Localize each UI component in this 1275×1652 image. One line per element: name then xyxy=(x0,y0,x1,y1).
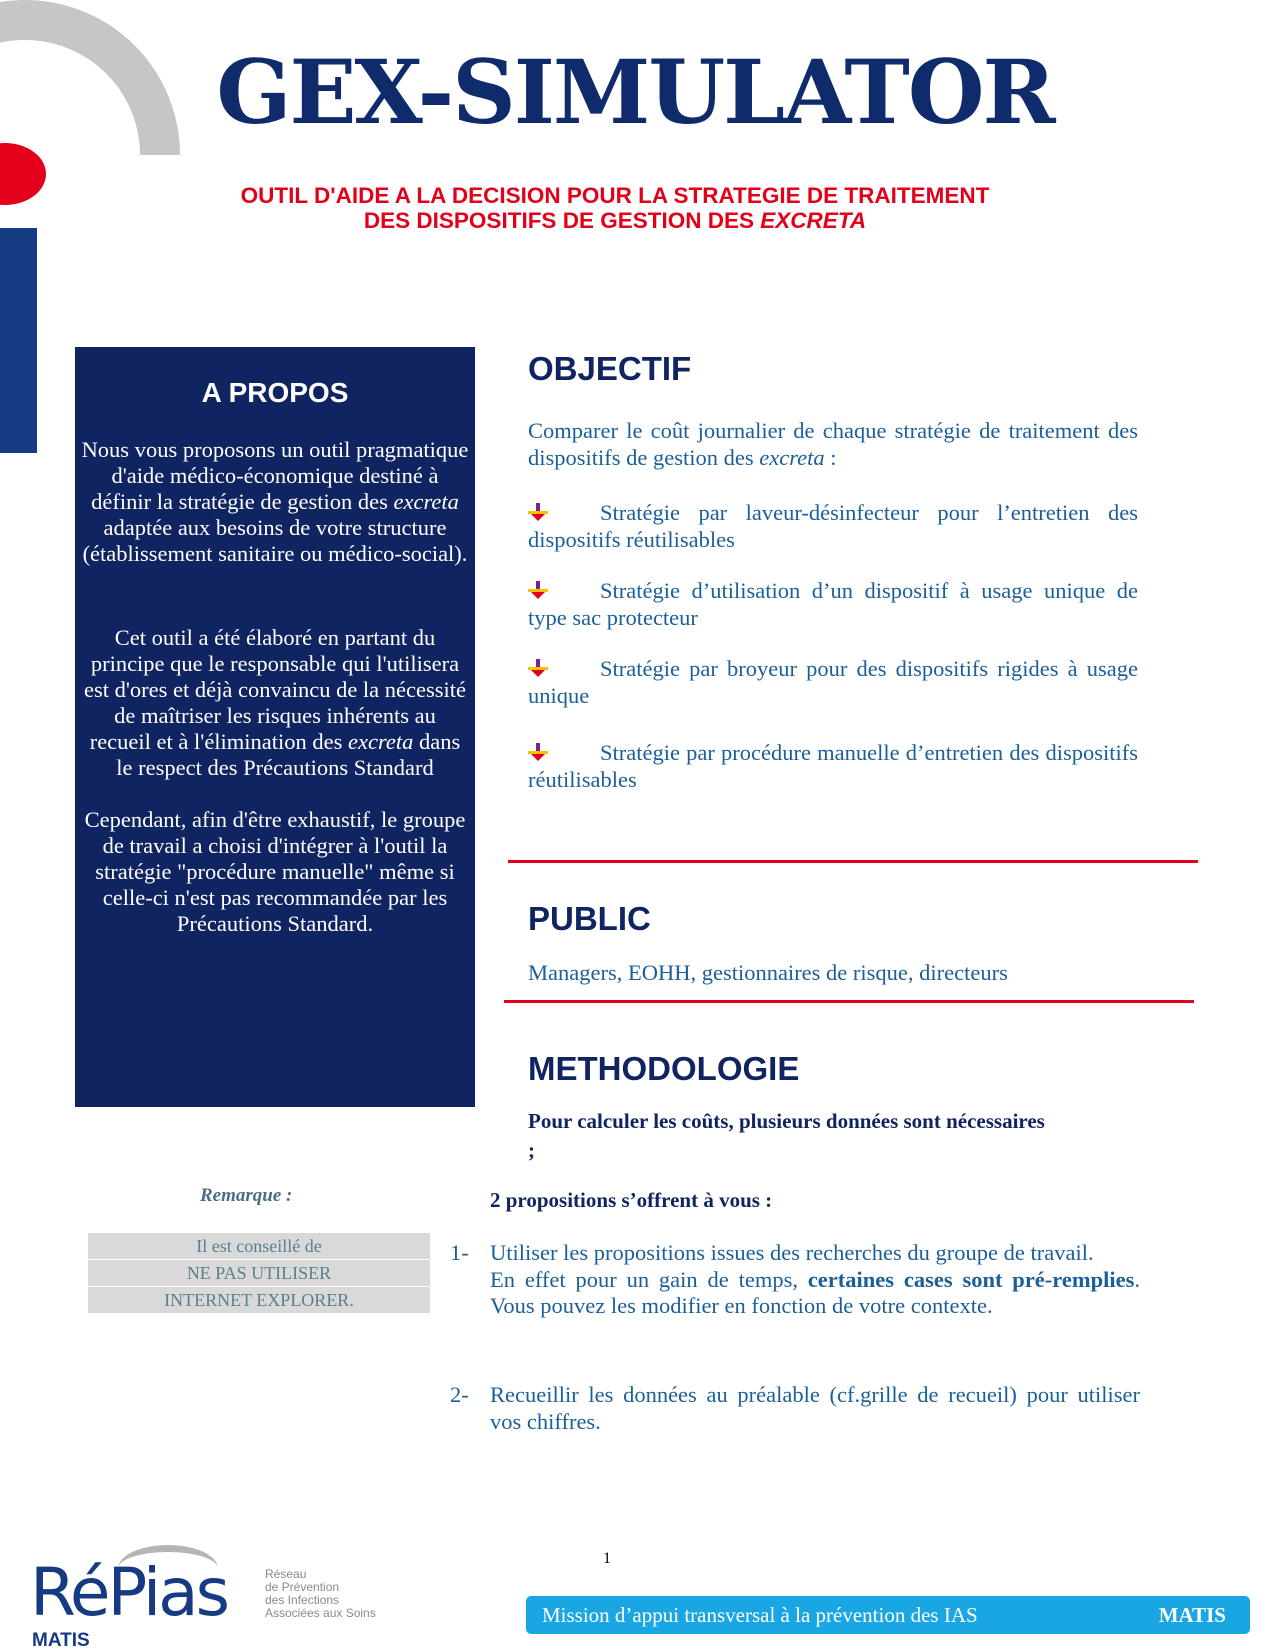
remark-box xyxy=(88,1233,430,1314)
objectif-intro: Comparer le coût journalier de chaque stratégie de traitement des dispositifs de gestion des excreta : xyxy=(528,418,1138,470)
section-divider xyxy=(508,860,1198,863)
logo-subtitle: MATIS xyxy=(32,1630,90,1651)
footer-matis-label: MATIS xyxy=(1158,1602,1226,1627)
remark-line: Il est conseillé de xyxy=(88,1233,430,1259)
proposition-text: En effet pour un gain de temps, certaines cases sont pré-remplies. Vous pouvez les modifier en fonction de votre contexte. xyxy=(490,1266,1140,1318)
arrow-bullet-icon xyxy=(528,503,548,523)
arrow-bullet-icon xyxy=(528,659,548,679)
proposition-item-1 xyxy=(450,1240,1140,1320)
remark-line: NE PAS UTILISER xyxy=(88,1260,430,1286)
options-heading: 2 propositions s’offrent à vous : xyxy=(490,1188,773,1212)
objectif-bullet: Stratégie d’utilisation d’un dispositif à usage unique de type sac protecteur xyxy=(528,578,1138,630)
subtitle-line-1: OUTIL D'AIDE A LA DECISION POUR LA STRATEGIE DE TRAITEMENT xyxy=(240,183,990,208)
footer-banner xyxy=(526,1596,1250,1634)
proposition-item-2 xyxy=(450,1382,1140,1435)
document-subtitle xyxy=(150,183,1080,233)
proposition-text: Utiliser les propositions issues des recherches du groupe de travail. xyxy=(490,1240,1094,1265)
about-paragraph-3: Cependant, afin d'être exhaustif, le groupe de travail a choisi d'intégrer à l'outil la stratégie "procédure manuelle" même si celle-ci n'est pas recommandée par les Précautions Standard. xyxy=(84,807,466,936)
objectif-heading: OBJECTIF xyxy=(528,350,692,387)
remark-label: Remarque : xyxy=(200,1185,293,1206)
subtitle-line-2: DES DISPOSITIFS DE GESTION DES EXCRETA xyxy=(363,208,867,233)
methodologie-intro: Pour calculer les coûts, plusieurs données sont nécessaires ; xyxy=(528,1109,1045,1162)
remark-line: INTERNET EXPLORER. xyxy=(88,1287,430,1313)
arrow-bullet-icon xyxy=(528,743,548,763)
logo-wordmark: RéPias xyxy=(30,1554,228,1631)
about-panel xyxy=(75,347,475,1107)
public-heading: PUBLIC xyxy=(528,900,651,937)
section-divider xyxy=(504,1000,1194,1003)
document-title: GEX-SIMULATOR xyxy=(216,40,1054,144)
about-heading: A PROPOS xyxy=(201,377,349,408)
decorative-blue-bar xyxy=(0,228,37,453)
arrow-bullet-icon xyxy=(528,581,548,601)
objectif-bullet: Stratégie par laveur-désinfecteur pour l’entretien des dispositifs réutilisables xyxy=(528,500,1138,552)
public-text: Managers, EOHH, gestionnaires de risque, directeurs xyxy=(528,960,1008,985)
about-paragraph-1: Nous vous proposons un outil pragmatique d'aide médico-économique destiné à définir la stratégie de gestion des excreta adaptée aux besoins de votre structure (établissement sanitaire ou médico-social). xyxy=(81,437,469,566)
methodologie-heading: METHODOLOGIE xyxy=(528,1050,800,1087)
footer-mission-text: Mission d’appui transversal à la prévention des IAS xyxy=(542,1602,978,1627)
objectif-bullet: Stratégie par broyeur pour des dispositifs rigides à usage unique xyxy=(528,656,1138,708)
proposition-number: 2- xyxy=(450,1382,469,1407)
objectif-bullet: Stratégie par procédure manuelle d’entretien des dispositifs réutilisables xyxy=(528,740,1138,792)
about-paragraph-2: Cet outil a été élaboré en partant du principe que le responsable qui l'utilisera est d'ores et déjà convaincu de la nécessité de maîtriser les risques inhérents au recueil et à l'élimination des excreta dans le respect des Précautions Standard xyxy=(83,625,467,780)
proposition-number: 1- xyxy=(450,1240,469,1265)
page-number: 1 xyxy=(603,1550,611,1567)
repias-logo xyxy=(30,1540,390,1650)
proposition-text: Recueillir les données au préalable (cf.grille de recueil) pour utiliser vos chiffres. xyxy=(490,1382,1140,1434)
logo-tagline: Réseau de Prévention des Infections Associées aux Soins xyxy=(265,1567,376,1620)
